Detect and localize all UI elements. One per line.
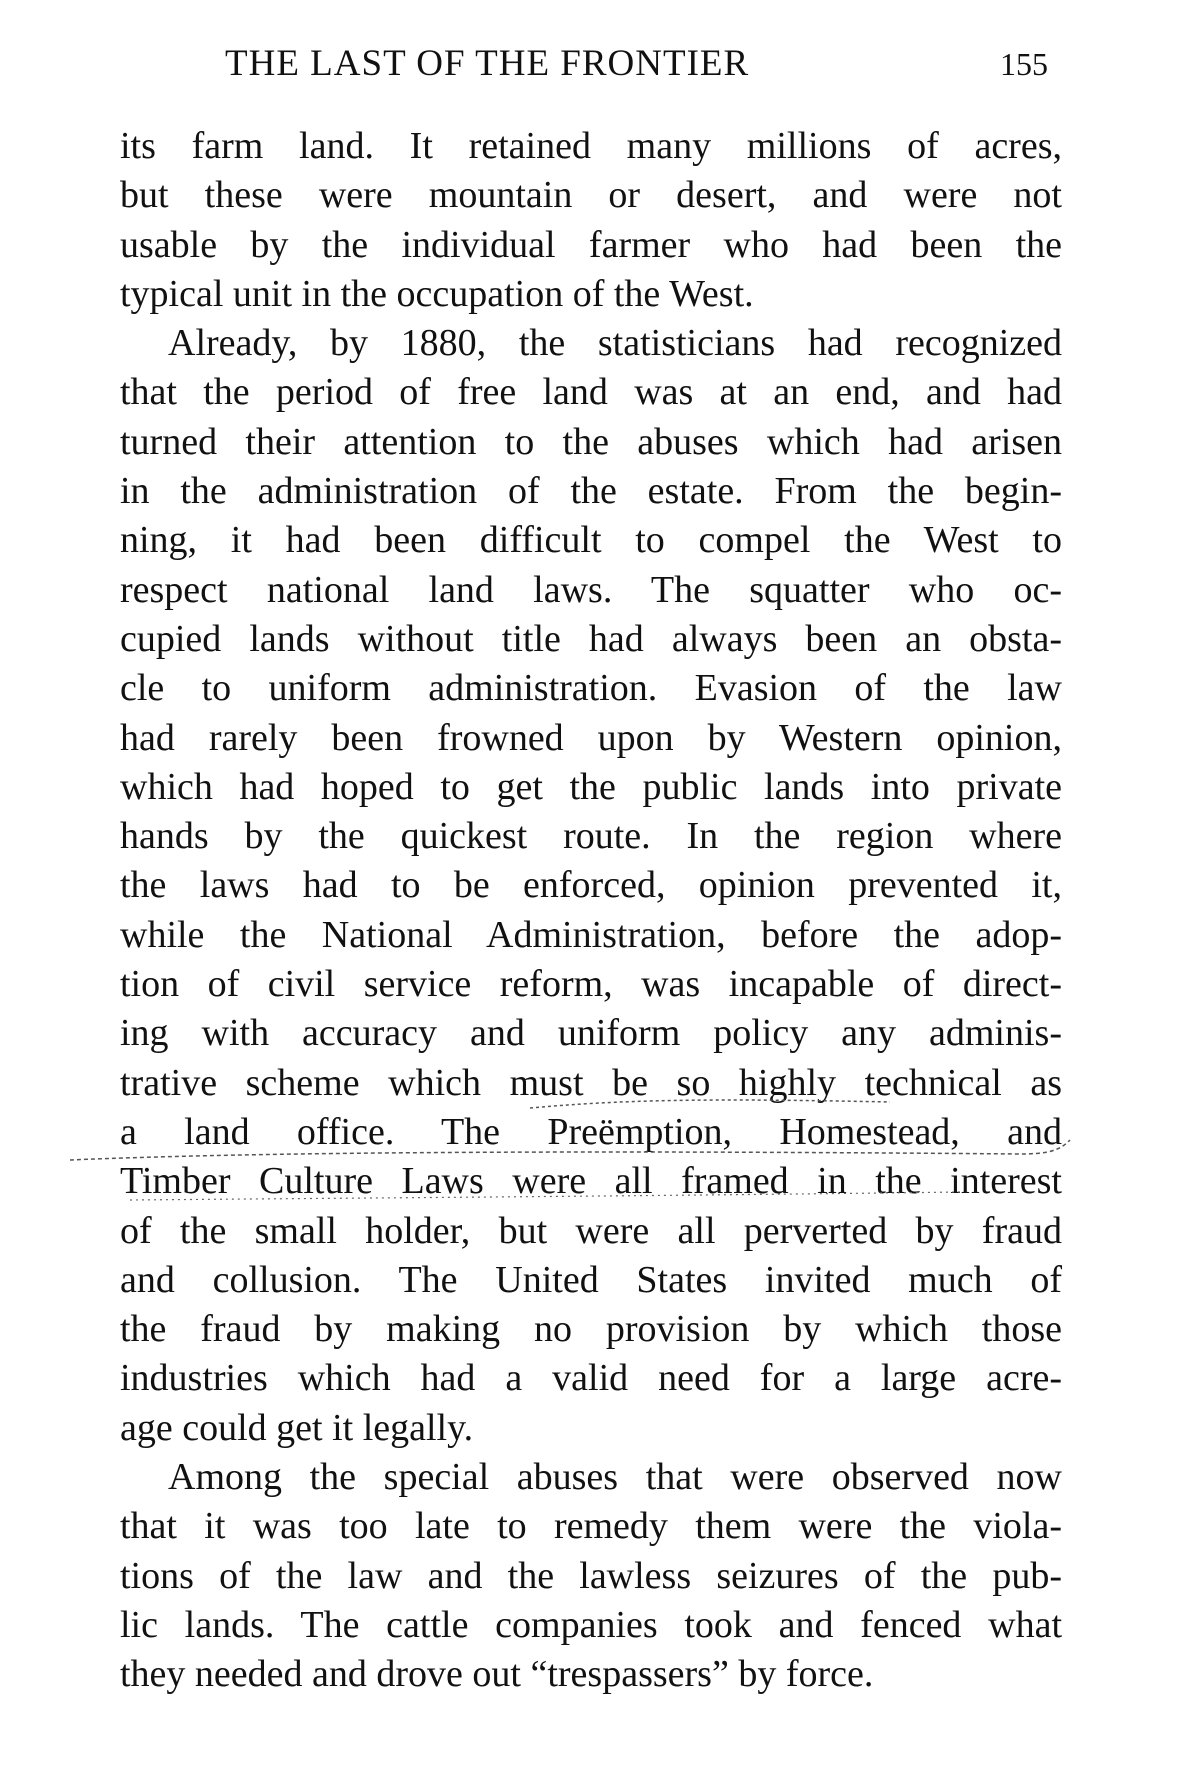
text-line: trative scheme which must be so highly technical as	[120, 1061, 1062, 1104]
text-line: age could get it legally.	[120, 1406, 474, 1449]
body-text	[120, 122, 1062, 1700]
page-number: 155	[1000, 46, 1048, 82]
text-line: they needed and drove out “trespassers” by force.	[120, 1653, 874, 1696]
text-line: turned their attention to the abuses which had arisen	[120, 420, 1062, 463]
text-line: that the period of free land was at an end, and had	[120, 371, 1062, 414]
text-line: in the administration of the estate. From the begin-	[120, 470, 1062, 513]
running-title: THE LAST OF THE FRONTIER	[225, 43, 750, 84]
text-line: tion of civil service reform, was incapable of direct-	[120, 963, 1062, 1006]
text-line: ning, it had been difficult to compel the West to	[120, 519, 1062, 562]
text-line: respect national land laws. The squatter who oc-	[120, 568, 1062, 611]
text-line: cupied lands without title had always been an obsta-	[120, 617, 1062, 660]
text-line: usable by the individual farmer who had been the	[120, 223, 1062, 266]
text-line: the fraud by making no provision by which those	[120, 1308, 1062, 1351]
text-line: typical unit in the occupation of the West.	[120, 272, 754, 315]
text-line: and collusion. The United States invited much of	[120, 1258, 1062, 1301]
paragraph-1	[120, 122, 1062, 319]
running-head	[120, 42, 1060, 102]
text-line: hands by the quickest route. In the region where	[120, 815, 1062, 858]
text-line: industries which had a valid need for a large acre-	[120, 1357, 1062, 1400]
text-line: lic lands. The cattle companies took and fenced what	[120, 1603, 1062, 1646]
text-line: its farm land. It retained many millions of acres,	[120, 125, 1062, 167]
text-line: the laws had to be enforced, opinion prevented it,	[120, 864, 1062, 907]
text-line: Timber Culture Laws were all framed in the interest	[120, 1160, 1062, 1203]
text-line: a land office. The Preëmption, Homestead, and	[120, 1110, 1062, 1153]
text-line: while the National Administration, before the adop-	[120, 913, 1062, 956]
text-line: ing with accuracy and uniform policy any adminis-	[120, 1012, 1062, 1055]
text-line: but these were mountain or desert, and were not	[120, 174, 1062, 217]
text-line: Already, by 1880, the statisticians had recognized	[168, 322, 1062, 365]
text-line: Among the special abuses that were observed now	[168, 1456, 1062, 1499]
paragraph-3	[120, 1453, 1062, 1699]
text-line: which had hoped to get the public lands into private	[120, 765, 1062, 808]
text-line: of the small holder, but were all perverted by fraud	[120, 1209, 1062, 1252]
text-line: that it was too late to remedy them were the viola-	[120, 1505, 1062, 1548]
paragraph-2	[120, 319, 1062, 1453]
text-line: had rarely been frowned upon by Western opinion,	[120, 716, 1062, 759]
text-line: cle to uniform administration. Evasion of the law	[120, 667, 1062, 710]
text-line: tions of the law and the lawless seizures of the pub-	[120, 1554, 1062, 1597]
